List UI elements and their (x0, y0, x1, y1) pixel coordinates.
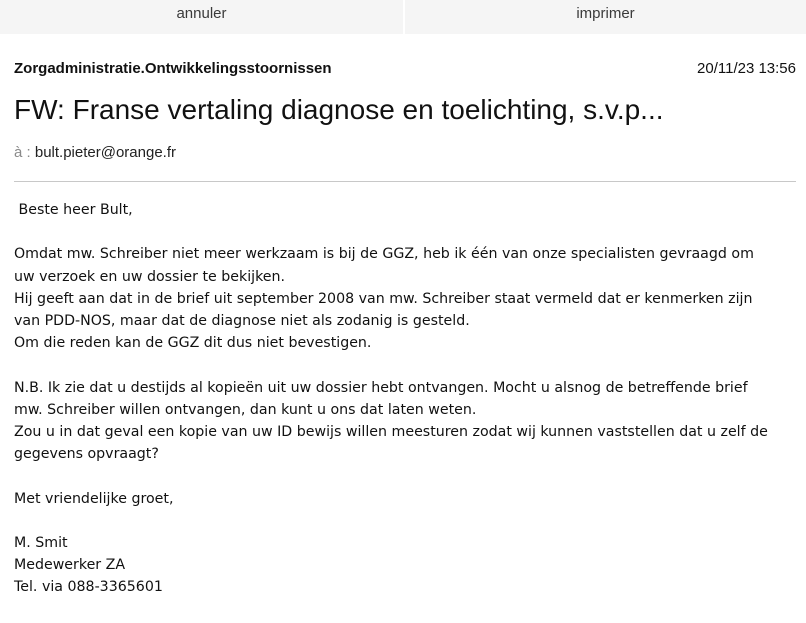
print-button[interactable]: imprimer (405, 0, 806, 34)
message-body (14, 199, 800, 599)
toolbar (0, 0, 806, 34)
signature-phone: Tel. via 088-3365601 (14, 579, 163, 596)
recipient-row (14, 144, 176, 161)
sender-row (14, 60, 796, 84)
body-line: van PDD-NOS, maar dat de diagnose niet als zodanig is gesteld. (14, 313, 470, 329)
body-line: uw verzoek en uw dossier te bekijken. (14, 268, 286, 285)
body-line: gegevens opvraagt? (14, 446, 159, 463)
body-line: Hij geeft aan dat in de brief uit september 2008 van mw. Schreiber staat vermeld dat er kenmerken zijn (14, 290, 753, 307)
recipient-prefix: à : (14, 144, 31, 161)
signature-name: M. Smit (14, 534, 68, 551)
body-line: Omdat mw. Schreiber niet meer werkzaam is bij de GGZ, heb ik één van onze specialisten gevraagd om (14, 246, 754, 263)
closing: Met vriendelijke groet, (14, 490, 174, 507)
recipient-address: bult.pieter@orange.fr (34, 144, 176, 161)
cancel-button[interactable]: annuler (0, 0, 403, 34)
body-line: mw. Schreiber willen ontvangen, dan kunt u ons dat laten weten. (14, 401, 477, 418)
header-divider (14, 181, 796, 182)
message-date: 20/11/23 13:56 (697, 60, 796, 77)
message-subject: FW: Franse vertaling diagnose en toelichting, s.v.p... (14, 94, 664, 125)
message-header (14, 60, 796, 84)
signature-role: Medewerker ZA (14, 557, 126, 574)
body-line: N.B. Ik zie dat u destijds al kopieën uit uw dossier hebt ontvangen. Mocht u alsnog de betreffende brief (14, 379, 748, 396)
greeting: Beste heer Bult, (14, 202, 133, 218)
body-line: Zou u in dat geval een kopie van uw ID bewijs willen meesturen zodat wij kunnen vaststellen dat u zelf de (14, 424, 768, 440)
body-line: Om die reden kan de GGZ dit dus niet bevestigen. (14, 335, 372, 352)
sender-name: Zorgadministratie.Ontwikkelingsstoornissen (14, 60, 332, 77)
